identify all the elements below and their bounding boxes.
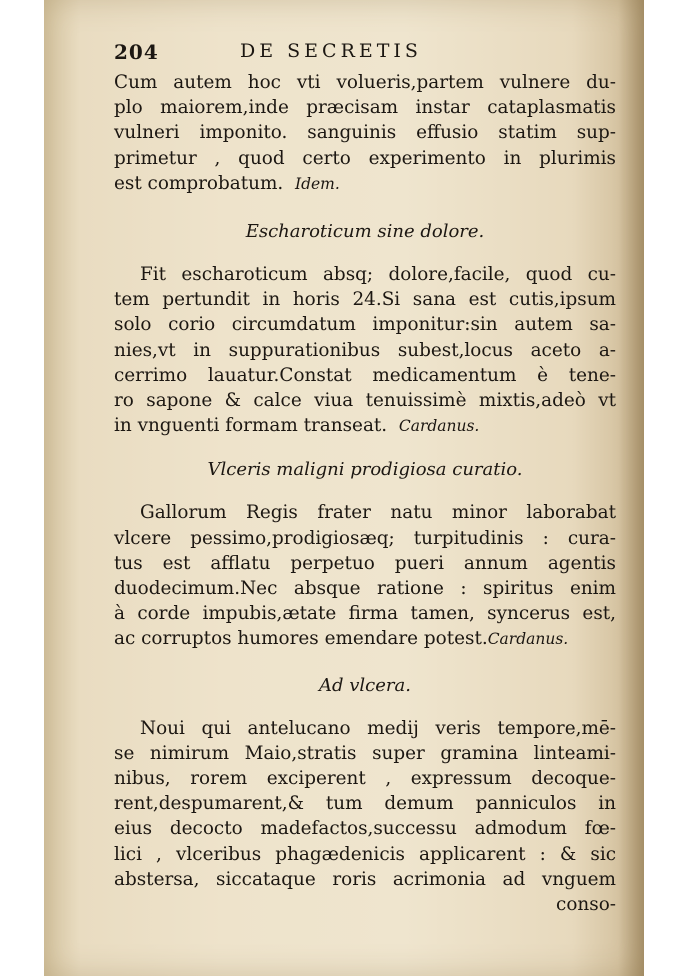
text-line: Fit escharoticum absq; dolore,facile, quod cu- <box>140 264 616 286</box>
running-head-title: DE SECRETIS <box>240 40 422 62</box>
text-line <box>114 171 616 197</box>
text-line: Noui qui antelucano medij veris tempore,mē- <box>140 717 616 739</box>
section-heading: Vlceris maligni prodigiosa curatio. <box>207 459 523 481</box>
paragraph-ad-vlcera <box>114 716 616 918</box>
text-line: primetur , quod certo experimento in plurimis <box>114 147 616 169</box>
paragraph-escharoticum <box>114 262 616 439</box>
text-line-content: in vnguenti formam transeat. <box>114 415 388 437</box>
page-text <box>114 38 616 917</box>
paragraph-wound-remedy <box>114 70 616 197</box>
text-line: lici , vlceribus phagædenicis applicarent : & sic <box>114 843 616 865</box>
author-citation: Idem. <box>294 174 340 193</box>
text-line: rent,despumarent,& tum demum panniculos in <box>114 793 616 815</box>
author-citation: Cardanus. <box>487 630 569 649</box>
text-line: abstersa, siccataque roris acrimonia ad vnguem <box>114 868 616 890</box>
text-line-content: ac corruptos humores emendare potest. <box>114 628 488 650</box>
text-line: ro sapone & calce viua tenuissimè mixtis,adeò vt <box>114 390 616 412</box>
text-line: tem pertundit in horis 24.Si sana est cutis,ipsum <box>114 289 616 311</box>
text-line-content: est comprobatum. <box>114 172 284 194</box>
text-line: duodecimum.Nec absque ratione : spiritus enim <box>114 578 616 600</box>
catchword: conso- <box>556 894 616 916</box>
page-edge-shadow <box>618 0 644 976</box>
text-line: cerrimo lauatur.Constat medicamentum è tene- <box>114 364 616 386</box>
running-head <box>114 38 616 68</box>
text-line: à corde impubis,ætate firma tamen, syncerus est, <box>114 603 616 625</box>
text-line: vlcere pessimo,prodigiosæq; turpitudinis : cura- <box>114 527 616 549</box>
page-number: 204 <box>114 40 159 64</box>
author-citation: Cardanus. <box>398 417 480 436</box>
text-line: se nimirum Maio,stratis super gramina linteami- <box>114 742 616 764</box>
text-line: nibus, rorem exciperent , expressum decoque- <box>114 768 616 790</box>
text-line: Gallorum Regis frater natu minor laborabat <box>140 502 616 524</box>
text-line: Cum autem hoc vti volueris,partem vulnere du- <box>114 72 616 93</box>
text-line: eius decocto madefactos,successu admodum fœ- <box>114 818 616 840</box>
text-line: vulneri imponito. sanguinis effusio statim sup- <box>114 122 616 144</box>
text-line: plo maiorem,inde præcisam instar cataplasmatis <box>114 97 616 119</box>
paragraph-ulcer-cure <box>114 500 616 652</box>
text-line <box>114 626 616 652</box>
section-heading: Escharoticum sine dolore. <box>245 221 485 243</box>
text-line: nies,vt in suppurationibus subest,locus aceto a- <box>114 339 616 361</box>
text-line: tus est afflatu perpetuo pueri annum agentis <box>114 552 616 574</box>
text-line <box>114 413 616 439</box>
section-heading: Ad vlcera. <box>319 674 411 696</box>
text-line: solo corio circumdatum imponitur:sin autem sa- <box>114 314 616 336</box>
